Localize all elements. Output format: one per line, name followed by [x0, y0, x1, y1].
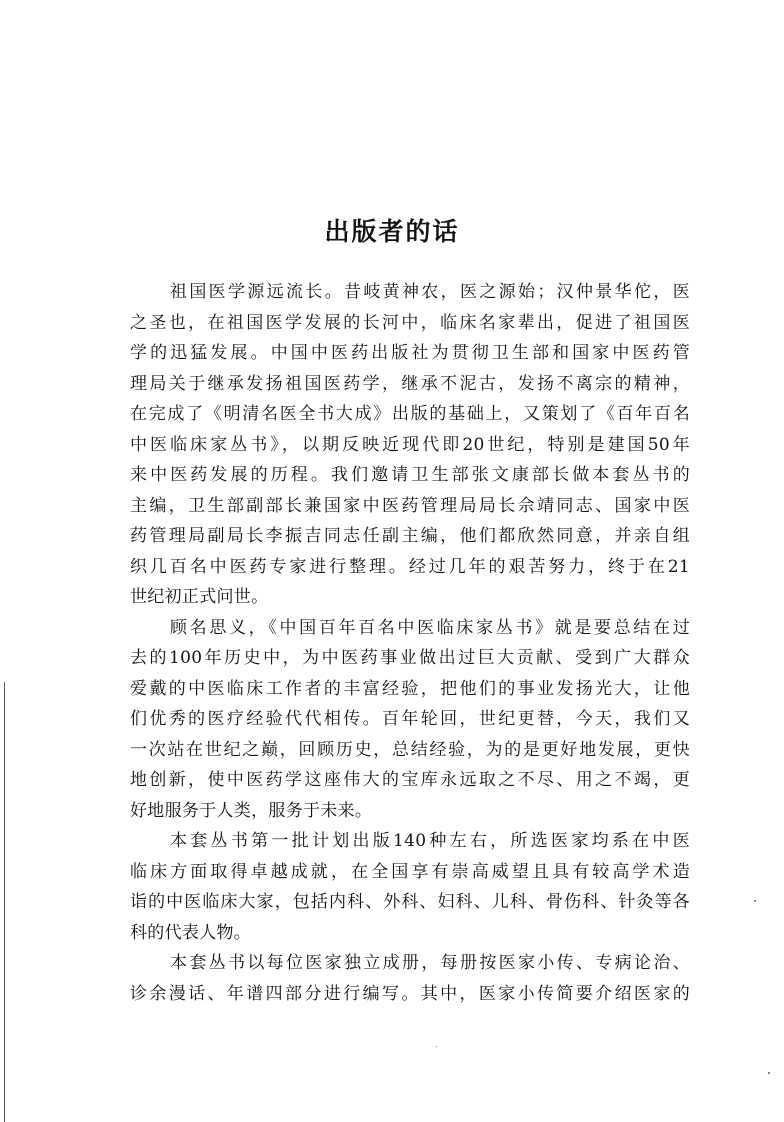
- text-line: 科的代表人物。: [130, 922, 252, 943]
- page-title: 出版者的话: [324, 217, 460, 246]
- text-line: 好地服务于人类，服务于未来。: [130, 800, 373, 821]
- text-line: 之圣也，在祖国医学发展的长河中，临床名家辈出，促进了祖国医: [130, 312, 690, 333]
- text-line: 祖国医学源远流长。昔岐黄神农，医之源始；汉仲景华佗，医: [170, 282, 690, 302]
- text-line: 诣的中医临床大家，包括内科、外科、妇科、儿科、骨伤科、针灸等各: [130, 892, 690, 912]
- scan-speck: [768, 1072, 770, 1074]
- text-line: 顾名思义，《中国百年百名中医临床家丛书》就是要总结在过: [170, 617, 690, 638]
- text-line: 学的迅猛发展。中国中医药出版社为贯彻卫生部和国家中医药管: [130, 343, 690, 363]
- scan-speck: [754, 900, 756, 902]
- paragraph-1: [130, 277, 690, 613]
- paragraph-2: [130, 613, 690, 827]
- text-line: 中医临床家丛书》，以期反映近现代即20世纪，特别是建国50年: [130, 434, 690, 455]
- body-text: [130, 277, 690, 1009]
- text-line: 世纪初正式问世。: [130, 587, 269, 607]
- scan-edge-line: [4, 682, 5, 1122]
- text-line: 地创新，使中医药学这座伟大的宝库永远取之不尽、用之不竭，更: [130, 770, 690, 790]
- text-line: 们优秀的医疗经验代代相传。百年轮回，世纪更替，今天，我们又: [130, 709, 690, 729]
- text-line: 来中医药发展的历程。我们邀请卫生部张文康部长做本套丛书的: [130, 465, 690, 485]
- text-line: 一次站在世纪之巅，回顾历史，总结经验，为的是更好地发展，更快: [130, 739, 690, 760]
- text-line: 药管理局副局长李振吉同志任副主编，他们都欣然同意，并亲自组: [130, 526, 690, 546]
- text-line: 在完成了《明清名医全书大成》出版的基础上，又策划了《百年百名: [130, 404, 690, 424]
- text-line: 本套丛书第一批计划出版140种左右，所选医家均系在中医: [170, 831, 690, 851]
- paragraph-4: [130, 948, 690, 1009]
- text-line: 本套丛书以每位医家独立成册，每册按医家小传、专病论治、: [170, 953, 690, 973]
- scan-speck: [436, 1046, 437, 1047]
- text-line: 临床方面取得卓越成就，在全国享有崇高威望且具有较高学术造: [130, 861, 690, 882]
- text-line: 去的100年历史中，为中医药事业做出过巨大贡献、受到广大群众: [130, 648, 690, 668]
- text-line: 诊余漫话、年谱四部分进行编写。其中，医家小传简要介绍医家的: [130, 983, 690, 1004]
- text-line: 理局关于继承发扬祖国医药学，继承不泥古，发扬不离宗的精神，: [130, 373, 690, 394]
- paragraph-3: [130, 826, 690, 948]
- text-line: 爱戴的中医临床工作者的丰富经验，把他们的事业发扬光大，让他: [130, 678, 690, 699]
- text-line: 织几百名中医药专家进行整理。经过几年的艰苦努力，终于在21: [130, 556, 690, 577]
- text-line: 主编，卫生部副部长兼国家中医药管理局局长佘靖同志、国家中医: [130, 495, 690, 516]
